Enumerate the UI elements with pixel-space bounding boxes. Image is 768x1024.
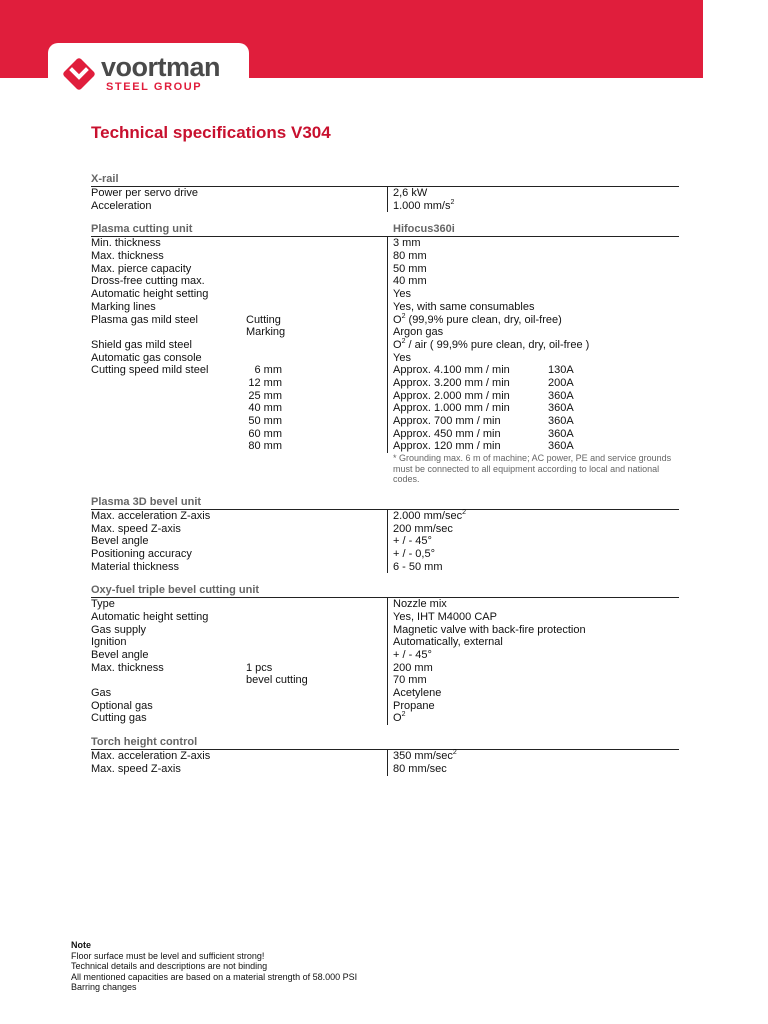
spec-row xyxy=(91,364,679,377)
spec-value-text: Acetylene xyxy=(393,687,442,700)
spec-value xyxy=(393,237,421,250)
spec-value xyxy=(393,326,443,339)
spec-value-text: Yes, with same consumables xyxy=(393,300,535,313)
spec-value xyxy=(393,611,497,624)
spec-value xyxy=(393,377,510,390)
brand-subtitle: STEEL GROUP xyxy=(106,81,203,93)
spec-row xyxy=(91,440,679,453)
spec-label: Max. speed Z-axis xyxy=(91,762,181,775)
voortman-logo-icon xyxy=(62,57,96,91)
superscript: 2 xyxy=(450,198,455,206)
section-gap xyxy=(91,212,679,222)
section-footnote: * Grounding max. 6 m of machine; AC power, PE and service grounds must be connected to all equipment according to local and national codes. xyxy=(393,453,672,485)
spec-value-text: Yes xyxy=(393,351,411,364)
note-line: Floor surface must be level and sufficient strong! xyxy=(71,950,265,961)
spec-value-text: 350 mm/sec xyxy=(393,750,453,763)
spec-value-text: 80 mm xyxy=(393,250,427,263)
spec-value-prefix: O xyxy=(393,338,402,351)
spec-label: Optional gas xyxy=(91,699,153,712)
spec-sublabel: 1 pcs xyxy=(246,661,273,674)
spec-value xyxy=(393,750,457,763)
spec-label: Min. thickness xyxy=(91,237,161,250)
note-block xyxy=(71,940,357,993)
spec-value xyxy=(393,598,447,611)
spec-label: Automatic height setting xyxy=(91,288,209,301)
spec-value-text: Automatically, external xyxy=(393,636,503,649)
spec-value-text: 80 mm/sec xyxy=(393,762,447,775)
section-rows xyxy=(91,187,679,212)
spec-row xyxy=(91,301,679,314)
section-heading-label: Torch height control xyxy=(91,736,198,749)
superscript: 2 xyxy=(462,508,466,516)
section-rows xyxy=(91,510,679,573)
section-rows xyxy=(91,750,679,775)
spec-sublabel: 40 mm xyxy=(248,402,282,415)
spec-row xyxy=(91,636,679,649)
spec-row xyxy=(91,598,679,611)
spec-sublabel: bevel cutting xyxy=(246,674,308,687)
spec-amperage: 360A xyxy=(548,402,574,415)
spec-value-text: Yes, IHT M4000 CAP xyxy=(393,610,497,623)
spec-value-text: Propane xyxy=(393,699,435,712)
spec-row xyxy=(91,624,679,637)
spec-value xyxy=(393,364,510,377)
spec-value-text: Magnetic valve with back-fire protection xyxy=(393,623,586,636)
spec-value-text: (99,9% pure clean, dry, oil-free) xyxy=(405,313,562,326)
spec-value xyxy=(393,674,427,687)
spec-label: Ignition xyxy=(91,636,127,649)
spec-value xyxy=(393,662,433,675)
spec-value-text: 200 mm/sec xyxy=(393,522,453,535)
superscript: 2 xyxy=(401,312,406,320)
section-heading xyxy=(91,172,679,187)
spec-value-text: Nozzle mix xyxy=(393,598,447,611)
spec-row xyxy=(91,326,679,339)
brand-logo xyxy=(48,43,249,111)
spec-label: Max. thickness xyxy=(91,250,164,263)
spec-label: Marking lines xyxy=(91,300,156,313)
spec-row xyxy=(91,314,679,327)
spec-value xyxy=(393,415,501,428)
column-divider xyxy=(387,750,388,775)
spec-row xyxy=(91,687,679,700)
spec-row xyxy=(91,428,679,441)
brand-name: voortman xyxy=(101,52,221,82)
spec-value-text: Approx. 1.000 mm / min xyxy=(393,402,510,415)
page-title: Technical specifications V304 xyxy=(91,123,331,142)
spec-value xyxy=(393,402,510,415)
spec-value xyxy=(393,624,586,637)
spec-value xyxy=(393,250,427,263)
spec-row xyxy=(91,390,679,403)
spec-row xyxy=(91,200,679,213)
superscript: 2 xyxy=(401,711,406,719)
spec-value-prefix: O xyxy=(393,313,402,326)
spec-value xyxy=(393,314,562,327)
spec-section-oxyfuel xyxy=(91,583,679,725)
spec-value xyxy=(393,636,503,649)
spec-sublabel: 12 mm xyxy=(248,376,282,389)
spec-section-plasma xyxy=(91,222,679,484)
column-divider xyxy=(387,187,388,212)
spec-value-text: Approx. 2.000 mm / min xyxy=(393,389,510,402)
spec-label: Power per servo drive xyxy=(91,187,198,199)
spec-row xyxy=(91,263,679,276)
spec-label: Acceleration xyxy=(91,199,152,212)
spec-row xyxy=(91,712,679,725)
spec-value xyxy=(393,390,510,403)
spec-amperage: 200A xyxy=(548,376,574,389)
spec-row xyxy=(91,700,679,713)
spec-value-text: Approx. 4.100 mm / min xyxy=(393,364,510,377)
spec-sheet xyxy=(91,172,679,776)
spec-value-text: Yes xyxy=(393,288,411,301)
spec-label: Plasma gas mild steel xyxy=(91,313,198,326)
spec-label: Max. speed Z-axis xyxy=(91,522,181,535)
spec-row xyxy=(91,548,679,561)
spec-label: Shield gas mild steel xyxy=(91,338,192,351)
spec-sublabel: Marking xyxy=(246,326,286,339)
column-divider xyxy=(387,598,388,725)
spec-sublabel: 50 mm xyxy=(248,415,282,427)
spec-row xyxy=(91,649,679,662)
section-gap xyxy=(91,573,679,583)
section-heading-label: Plasma 3D bevel unit xyxy=(91,495,202,508)
spec-value-text: / air ( 99,9% pure clean, dry, oil-free ) xyxy=(405,338,590,351)
spec-amperage: 360A xyxy=(548,389,574,402)
spec-row xyxy=(91,402,679,415)
spec-value xyxy=(393,712,405,725)
spec-value xyxy=(393,301,534,314)
spec-value-text: 50 mm xyxy=(393,262,427,275)
spec-row xyxy=(91,561,679,574)
spec-value xyxy=(393,339,589,352)
spec-value-text: Approx. 3.200 mm / min xyxy=(393,376,510,389)
spec-row xyxy=(91,662,679,675)
spec-row xyxy=(91,352,679,365)
spec-row xyxy=(91,237,679,250)
spec-amperage: 130A xyxy=(548,364,574,377)
section-heading-label: Oxy-fuel triple bevel cutting unit xyxy=(91,584,260,597)
spec-label: Positioning accuracy xyxy=(91,547,192,560)
spec-value-text: Approx. 120 mm / min xyxy=(393,440,501,453)
section-heading-value: Hifocus360i xyxy=(393,223,455,236)
spec-value xyxy=(393,687,441,700)
spec-label: Bevel angle xyxy=(91,649,149,662)
spec-label: Max. thickness xyxy=(91,661,164,674)
spec-row xyxy=(91,763,679,776)
spec-label: Cutting gas xyxy=(91,712,147,725)
spec-value xyxy=(393,535,432,548)
spec-value xyxy=(393,200,454,213)
spec-row xyxy=(91,750,679,763)
spec-label: Material thickness xyxy=(91,560,180,573)
section-rows xyxy=(91,598,679,725)
note-line: Barring changes xyxy=(71,982,137,993)
superscript: 2 xyxy=(401,337,406,345)
spec-label: Cutting speed mild steel xyxy=(91,364,209,377)
spec-value-prefix: O xyxy=(393,712,402,725)
superscript: 2 xyxy=(452,749,457,757)
spec-value-text: 200 mm xyxy=(393,661,433,674)
spec-sublabel: Cutting xyxy=(246,313,281,326)
section-heading xyxy=(91,735,679,750)
column-divider xyxy=(387,237,388,453)
section-gap xyxy=(91,725,679,735)
spec-value xyxy=(393,763,447,776)
spec-row xyxy=(91,250,679,263)
spec-sublabel: 25 mm xyxy=(248,389,282,402)
spec-section-xrail xyxy=(91,172,679,212)
spec-row xyxy=(91,611,679,624)
spec-value xyxy=(393,263,427,276)
spec-amperage: 360A xyxy=(548,415,574,427)
spec-value-text: Argon gas xyxy=(393,326,444,339)
spec-sublabel: 6 mm xyxy=(254,364,282,377)
spec-value xyxy=(393,187,427,200)
spec-row xyxy=(91,275,679,288)
spec-label: Type xyxy=(91,598,115,611)
spec-row xyxy=(91,377,679,390)
spec-value xyxy=(393,352,411,365)
spec-amperage: 360A xyxy=(548,440,574,453)
spec-row xyxy=(91,523,679,536)
section-heading xyxy=(91,583,679,598)
spec-value-text: 40 mm xyxy=(393,275,427,288)
column-divider xyxy=(387,510,388,574)
spec-label: Max. pierce capacity xyxy=(91,262,192,275)
spec-section-bevel3d xyxy=(91,495,679,573)
spec-value-text: + / - 45° xyxy=(393,649,432,662)
spec-value-text: 70 mm xyxy=(393,674,427,687)
spec-value-text: 1.000 mm/s xyxy=(393,199,451,212)
spec-value xyxy=(393,700,435,713)
spec-label: Gas supply xyxy=(91,623,147,636)
spec-label: Gas xyxy=(91,687,112,700)
spec-value-text: 2,6 kW xyxy=(393,187,428,199)
spec-value-text: + / - 0,5° xyxy=(393,547,436,560)
spec-value-text: 6 - 50 mm xyxy=(393,560,443,573)
note-heading: Note xyxy=(71,940,91,950)
spec-sublabel: 80 mm xyxy=(248,440,282,453)
section-heading xyxy=(91,222,679,237)
spec-value xyxy=(393,428,501,441)
spec-value xyxy=(393,548,435,561)
section-heading-label: X-rail xyxy=(91,173,119,185)
spec-row xyxy=(91,415,679,428)
spec-row xyxy=(91,510,679,523)
spec-section-torch xyxy=(91,735,679,775)
spec-value xyxy=(393,561,443,574)
spec-row xyxy=(91,339,679,352)
spec-label: Automatic height setting xyxy=(91,610,209,623)
spec-row xyxy=(91,674,679,687)
spec-label: Automatic gas console xyxy=(91,351,202,364)
spec-label: Max. acceleration Z-axis xyxy=(91,750,211,763)
spec-label: Dross-free cutting max. xyxy=(91,275,205,288)
section-gap xyxy=(91,485,679,495)
spec-value-text: Approx. 700 mm / min xyxy=(393,415,501,427)
spec-value xyxy=(393,510,466,523)
spec-sublabel: 60 mm xyxy=(248,427,282,440)
spec-value xyxy=(393,649,432,662)
section-heading xyxy=(91,495,679,510)
spec-row xyxy=(91,187,679,200)
spec-label: Max. acceleration Z-axis xyxy=(91,509,211,522)
section-heading-label: Plasma cutting unit xyxy=(91,223,193,236)
spec-value-text: + / - 45° xyxy=(393,535,432,548)
section-rows xyxy=(91,237,679,453)
note-line: All mentioned capacities are based on a material strength of 58.000 PSI xyxy=(71,971,358,982)
spec-row xyxy=(91,288,679,301)
spec-value xyxy=(393,440,501,453)
spec-value-text: Approx. 450 mm / min xyxy=(393,427,501,440)
spec-value-text: 2.000 mm/sec xyxy=(393,509,463,522)
spec-amperage: 360A xyxy=(548,427,574,440)
spec-row xyxy=(91,535,679,548)
spec-label: Bevel angle xyxy=(91,535,149,548)
spec-value-text: 3 mm xyxy=(393,237,421,250)
spec-value xyxy=(393,288,411,301)
spec-value xyxy=(393,275,427,288)
note-line: Technical details and descriptions are not binding xyxy=(71,961,268,972)
spec-value xyxy=(393,523,453,536)
